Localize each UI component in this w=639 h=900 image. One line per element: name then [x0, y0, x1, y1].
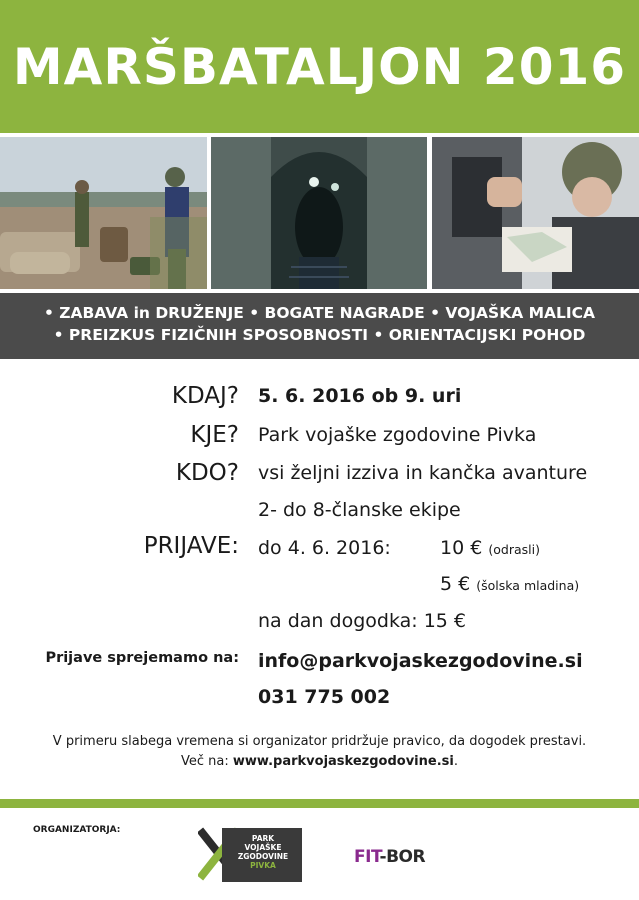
park-logo-line-2: VOJAŠKE: [244, 843, 282, 852]
title-bar: [0, 0, 639, 133]
fitbor-logo-bor: -BOR: [379, 847, 426, 867]
fitbor-logo-fit: FIT: [354, 847, 380, 867]
email-link[interactable]: info@parkvojaskezgodovine.si: [258, 650, 583, 672]
photo-map-reading: [432, 137, 639, 289]
price-school-row: [440, 573, 579, 595]
prijave-label: PRIJAVE:: [143, 533, 239, 559]
kdaj-label: KDAJ?: [171, 383, 239, 409]
kdo-value-1: vsi željni izziva in kančka avanture: [258, 462, 588, 484]
more-info-suffix: .: [453, 754, 458, 769]
features-line-1: • ZABAVA in DRUŽENJE • BOGATE NAGRADE • VOJAŠKA MALICA: [43, 304, 596, 322]
photo-strip: [0, 137, 639, 289]
footer-separator: [0, 799, 639, 808]
day-of-event-price: na dan dogodka: 15 €: [258, 610, 466, 632]
phone-number[interactable]: 031 775 002: [258, 686, 391, 708]
price-school: 5 €: [440, 573, 471, 595]
park-logo-line-3: ZGODOVINE: [237, 852, 289, 861]
price-adult-note: (odrasli): [488, 542, 540, 557]
accept-label: Prijave sprejemamo na:: [45, 650, 239, 666]
page-title: MARŠBATALJON 2016: [12, 37, 627, 96]
price-adult-row: [440, 537, 540, 559]
more-info-line: [0, 754, 639, 769]
photo-soldiers-field: [0, 137, 207, 289]
website-link[interactable]: www.parkvojaskezgodovine.si: [232, 754, 454, 769]
features-line-2: • PREIZKUS FIZIČNIH SPOSOBNOSTI • ORIENTACIJSKI POHOD: [53, 326, 586, 344]
photo-tunnel: [211, 137, 427, 289]
organizers-label: ORGANIZATORJA:: [33, 825, 121, 835]
weather-notice: V primeru slabega vremena si organizator pridržuje pravico, da dogodek prestavi.: [52, 734, 587, 749]
prijave-date: do 4. 6. 2016:: [258, 537, 391, 559]
kje-value: Park vojaške zgodovine Pivka: [258, 424, 537, 446]
kdo-label: KDO?: [175, 460, 239, 486]
kdo-value-2: 2- do 8-članske ekipe: [258, 499, 461, 521]
more-info-prefix: Več na:: [181, 754, 233, 769]
features-banner: [0, 293, 639, 359]
kdaj-value: 5. 6. 2016 ob 9. uri: [258, 385, 462, 407]
park-logo: [198, 826, 306, 884]
price-adult: 10 €: [440, 537, 483, 559]
price-school-note: (šolska mladina): [476, 578, 580, 593]
fitbor-logo: [354, 847, 425, 867]
park-logo-line-1: PARK: [251, 834, 275, 843]
kje-label: KJE?: [190, 422, 239, 448]
park-logo-sub: PIVKA: [250, 861, 276, 870]
park-logo-text: [230, 834, 296, 870]
